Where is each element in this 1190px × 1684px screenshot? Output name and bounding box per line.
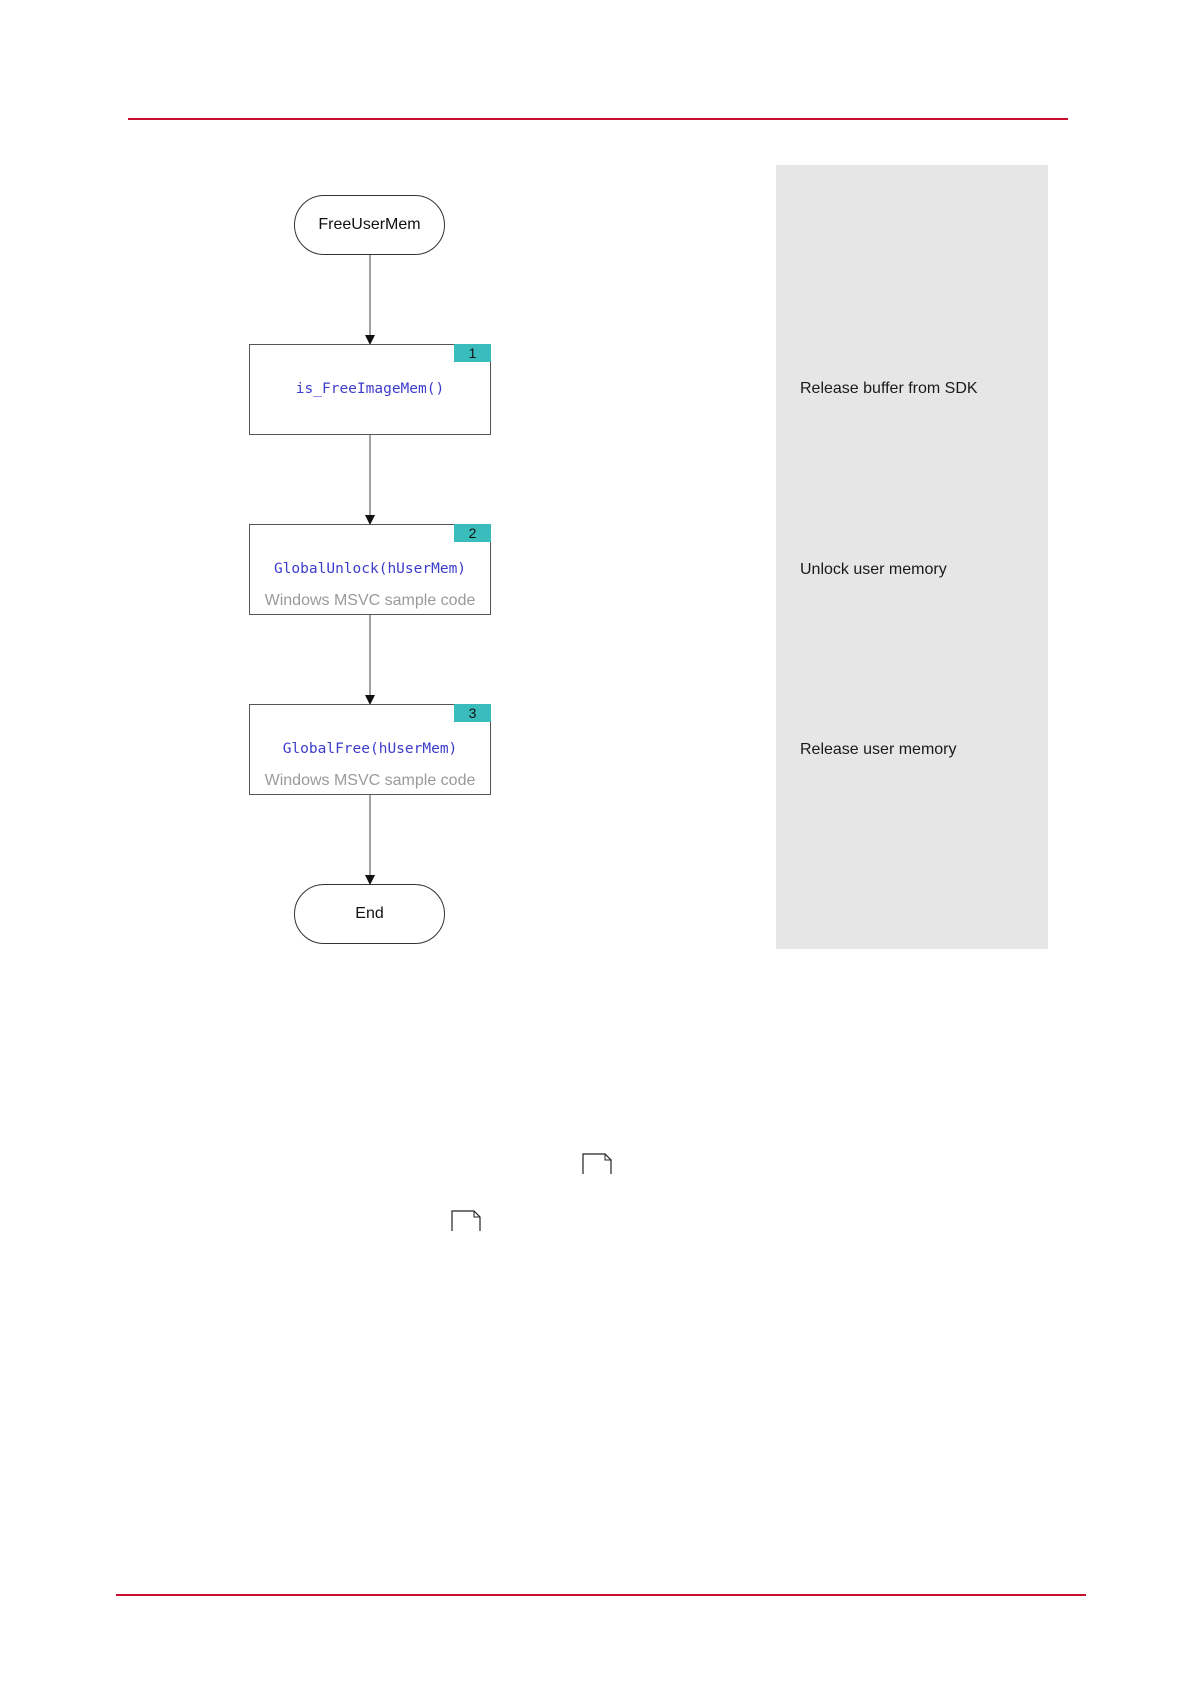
step-1-badge: 1 xyxy=(454,344,491,362)
step-1-box xyxy=(249,344,491,435)
step-3-description: Release user memory xyxy=(800,741,957,758)
step-2-box xyxy=(249,524,491,615)
end-terminal xyxy=(294,884,445,944)
start-label: FreeUserMem xyxy=(318,216,421,233)
step-3-code: GlobalFree(hUserMem) xyxy=(282,741,458,757)
step-2-description: Unlock user memory xyxy=(800,561,947,578)
step-3-badge: 3 xyxy=(454,704,491,722)
end-label: End xyxy=(355,905,384,922)
step-2-note: Windows MSVC sample code xyxy=(264,592,476,609)
footer-rule xyxy=(116,1594,1086,1596)
step-1-code: is_FreeImageMem() xyxy=(295,381,445,397)
step-2-code: GlobalUnlock(hUserMem) xyxy=(273,561,467,577)
start-terminal xyxy=(294,195,445,255)
step-1-description: Release buffer from SDK xyxy=(800,380,978,397)
step-2-badge: 2 xyxy=(454,524,491,542)
page-icon[interactable] xyxy=(451,1210,481,1232)
step-3-box xyxy=(249,704,491,795)
page-icon[interactable] xyxy=(582,1153,612,1175)
step-3-note: Windows MSVC sample code xyxy=(264,772,476,789)
